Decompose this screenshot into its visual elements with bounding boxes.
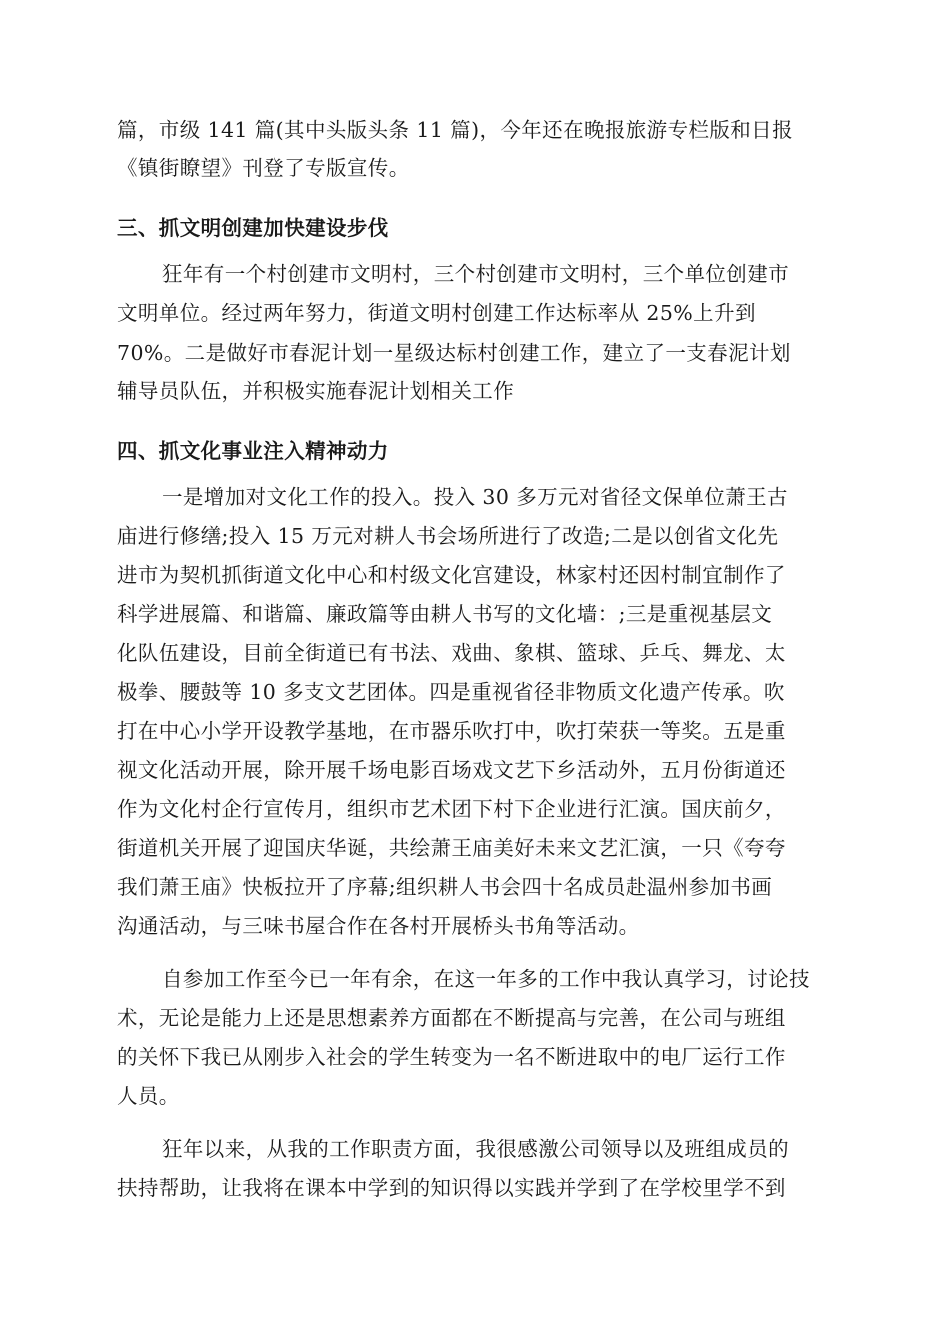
paragraph-line: 我们萧王庙》快板拉开了序幕;组织耕人书会四十名成员赴温州参加书画 — [117, 875, 773, 899]
paragraph-line: 沟通活动，与三味书屋合作在各村开展桥头书角等活动。 — [117, 914, 640, 938]
paragraph-line: 庙进行修缮;投入 15 万元对耕人书会场所进行了改造;二是以创省文化先 — [117, 524, 779, 548]
paragraph-line: 狂年有一个村创建市文明村，三个村创建市文明村，三个单位创建市 — [162, 262, 789, 286]
paragraph-line: 打在中心小学开设教学基地，在市器乐吹打中，吹打荣获一等奖。五是重 — [117, 719, 786, 743]
section-heading: 三、抓文明创建加快建设步伐 — [117, 216, 389, 240]
paragraph-line: 文明单位。经过两年努力，街道文明村创建工作达标率从 25%上升到 — [117, 301, 756, 325]
intro-line: 《镇街瞭望》刊登了专版宣传。 — [117, 156, 410, 180]
paragraph-line: 狂年以来，从我的工作职责方面，我很感激公司领导以及班组成员的 — [162, 1137, 789, 1161]
paragraph-line: 的关怀下我已从刚步入社会的学生转变为一名不断进取中的电厂运行工作 — [117, 1045, 786, 1069]
paragraph-line: 化队伍建设，目前全街道已有书法、戏曲、象棋、篮球、乒乓、舞龙、太 — [117, 641, 786, 665]
paragraph-line: 视文化活动开展，除开展千场电影百场戏文艺下乡活动外，五月份街道还 — [117, 758, 786, 782]
paragraph-line: 街道机关开展了迎国庆华诞，共绘萧王庙美好未来文艺汇演，一只《夸夸 — [117, 836, 786, 860]
paragraph-line: 辅导员队伍，并积极实施春泥计划相关工作 — [117, 379, 515, 403]
section-heading: 四、抓文化事业注入精神动力 — [117, 439, 389, 463]
paragraph-line: 人员。 — [117, 1084, 180, 1108]
paragraph-line: 扶持帮助，让我将在课本中学到的知识得以实践并学到了在学校里学不到 — [117, 1176, 786, 1200]
paragraph-line: 术，无论是能力上还是思想素养方面都在不断提高与完善，在公司与班组 — [117, 1006, 786, 1030]
paragraph-line: 自参加工作至今已一年有余，在这一年多的工作中我认真学习，讨论技 — [162, 967, 810, 991]
paragraph-line: 极拳、腰鼓等 10 多支文艺团体。四是重视省径非物质文化遗产传承。吹 — [117, 680, 785, 704]
paragraph-line: 进市为契机抓街道文化中心和村级文化宫建设，林家村还因村制宜制作了 — [117, 563, 786, 587]
paragraph-line: 作为文化村企行宣传月，组织市艺术团下村下企业进行汇演。国庆前夕， — [117, 797, 786, 821]
paragraph-line: 一是增加对文化工作的投入。投入 30 多万元对省径文保单位萧王古 — [162, 485, 788, 509]
intro-line: 篇，市级 141 篇(其中头版头条 11 篇)，今年还在晚报旅游专栏版和日报 — [117, 118, 793, 142]
paragraph-line: 70%。二是做好市春泥计划一星级达标村创建工作，建立了一支春泥计划 — [117, 341, 791, 365]
paragraph-line: 科学进展篇、和谐篇、廉政篇等由耕人书写的文化墙：;三是重视基层文 — [117, 602, 773, 626]
